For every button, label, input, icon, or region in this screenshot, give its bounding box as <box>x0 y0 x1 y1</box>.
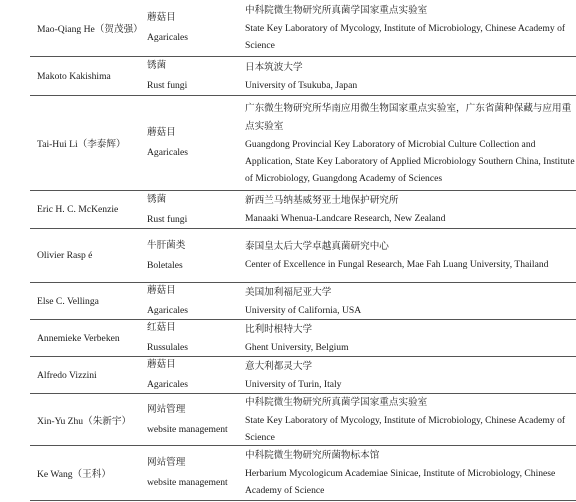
group-cn: 牛肝菌类 <box>147 239 186 251</box>
group-cn: 蘑菇目 <box>147 127 176 138</box>
table-row <box>30 57 576 96</box>
institution-en: Herbarium Mycologicum Academiae Sinicae, Institute of Microbiology, Chinese Academy of Science <box>245 468 556 496</box>
institution-en: Ghent University, Belgium <box>245 341 349 353</box>
institution-en: State Key Laboratory of Mycology, Institute of Microbiology, Chinese Academy of Science <box>245 414 566 443</box>
group-cell <box>147 229 185 282</box>
group-cell <box>147 96 188 190</box>
table-row <box>30 96 576 191</box>
institution-en: Manaaki Whenua-Landcare Research, New Zealand <box>245 213 446 224</box>
group-en: Rust fungi <box>147 80 188 91</box>
institution-cn: 广东微生物研究所华南应用微生物国家重点实验室，广东省菌种保藏与应用重点实验室 <box>245 102 572 132</box>
institution-cell <box>245 283 576 319</box>
group-en: website management <box>147 423 228 435</box>
group-cn: 锈菌 <box>147 193 167 205</box>
institution-en: State Key Laboratory of Mycology, Institute of Microbiology, Chinese Academy of Science <box>245 23 566 51</box>
group-en: Agaricales <box>147 147 189 158</box>
institution-cn: 意大利都灵大学 <box>245 360 313 372</box>
institution-cell <box>245 191 576 228</box>
institution-cn: 中科院微生物研究所菌物标本馆 <box>245 450 380 461</box>
person-name: Makoto Kakishima <box>37 70 111 82</box>
editor-table <box>30 0 576 501</box>
person-name: Olivier Rasp é <box>37 250 93 261</box>
person-name: Mao-Qiang He（贺茂强） <box>37 24 143 35</box>
institution-cell <box>245 357 576 393</box>
group-en: website management <box>147 477 228 488</box>
table-row <box>30 394 576 446</box>
institution-cell <box>245 0 576 56</box>
group-cn: 网站管理 <box>147 457 186 468</box>
institution-cn: 泰国皇太后大学卓越真菌研究中心 <box>245 241 389 252</box>
person-name: Eric H. C. McKenzie <box>37 204 119 215</box>
person-name: Tai-Hui Li（李泰辉） <box>37 139 126 150</box>
group-cn: 锈菌 <box>147 60 167 71</box>
group-cn: 蘑菇目 <box>147 285 176 296</box>
group-en: Boletales <box>147 259 183 271</box>
group-cell <box>147 191 187 228</box>
person-name: Alfredo Vizzini <box>37 369 97 381</box>
group-cell <box>147 394 228 445</box>
institution-cn: 比利时根特大学 <box>245 323 313 335</box>
table-row <box>30 229 576 283</box>
institution-en: University of California, USA <box>245 304 362 316</box>
institution-cell <box>245 320 576 356</box>
institution-en: University of Tsukuba, Japan <box>245 79 358 91</box>
group-cell <box>147 57 187 95</box>
institution-cn: 新西兰马纳基威努亚土地保护研究所 <box>245 195 399 206</box>
group-cn: 红菇目 <box>147 322 176 333</box>
group-cn: 蘑菇目 <box>147 359 176 370</box>
group-cell <box>147 283 188 319</box>
institution-cn: 中科院微生物研究所真菌学国家重点实验室 <box>245 396 428 408</box>
institution-cell <box>245 96 576 190</box>
table-row <box>30 446 576 501</box>
group-cell <box>147 0 188 56</box>
person-name: Ke Wang（王科） <box>37 469 111 480</box>
group-cn: 蘑菇目 <box>147 12 176 23</box>
table-row <box>30 283 576 320</box>
person-name: Else C. Vellinga <box>37 295 99 307</box>
group-cell <box>147 320 188 356</box>
group-en: Agaricales <box>147 32 189 43</box>
group-cell <box>147 446 228 500</box>
institution-en: Guangdong Provincial Key Laboratory of Microbial Culture Collection and Application, State Key Laboratory of Applied Microbiology Southern China, Institute of Microbiology, Guangdong Academy of Sciences <box>245 138 575 184</box>
table-row <box>30 191 576 229</box>
table-row <box>30 0 576 57</box>
institution-en: Center of Excellence in Fungal Research, Mae Fah Luang University, Thailand <box>245 259 549 270</box>
institution-en: University of Turin, Italy <box>245 378 342 390</box>
institution-cell <box>245 57 576 95</box>
person-name: Xin-Yu Zhu（朱新宇） <box>37 415 132 427</box>
group-cn: 网站管理 <box>147 403 186 415</box>
group-cell <box>147 357 188 393</box>
institution-cn: 中科院微生物研究所真菌学国家重点实验室 <box>245 5 428 16</box>
group-en: Russulales <box>147 342 189 353</box>
table-row <box>30 320 576 357</box>
person-name: Annemieke Verbeken <box>37 332 120 344</box>
group-en: Agaricales <box>147 379 189 390</box>
group-en: Rust fungi <box>147 213 188 225</box>
institution-cn: 日本筑波大学 <box>245 61 303 73</box>
institution-cn: 美国加利福尼亚大学 <box>245 286 332 298</box>
institution-cell <box>245 394 576 445</box>
group-en: Agaricales <box>147 305 189 316</box>
table-row <box>30 357 576 394</box>
institution-cell <box>245 229 576 282</box>
institution-cell <box>245 446 576 500</box>
